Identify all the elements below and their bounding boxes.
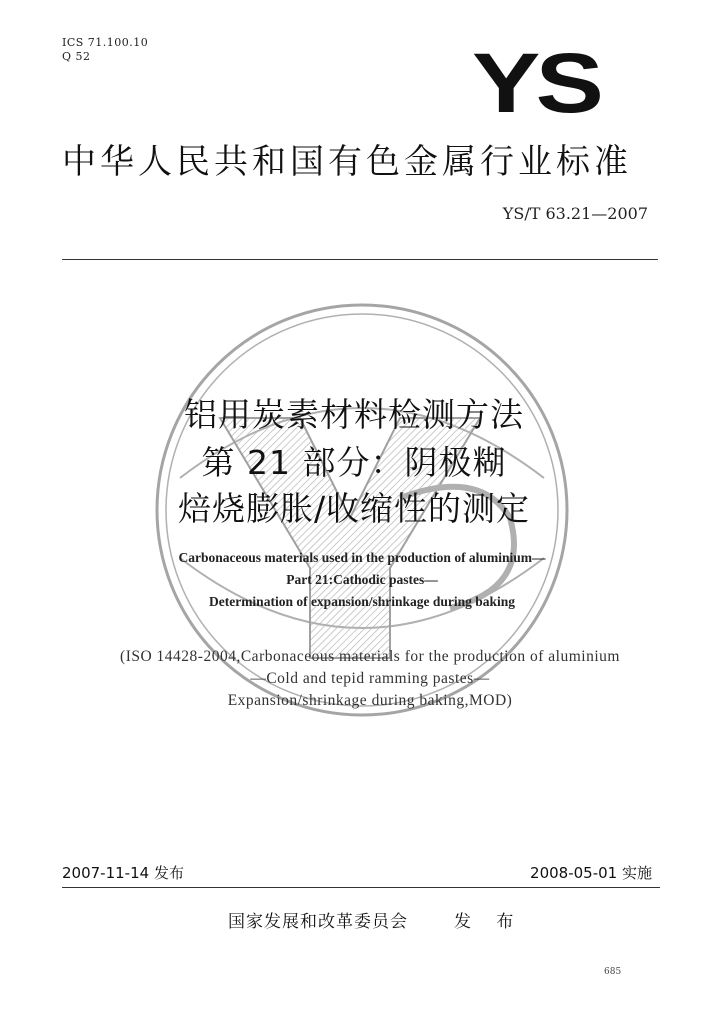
ics-code: ICS 71.100.10 — [62, 36, 149, 49]
issued-label: 发 布 — [454, 912, 524, 932]
organization-title: 中华人民共和国有色金属行业标准 — [62, 142, 632, 182]
title-cn-line2: 第 21 部分：阴极糊 — [201, 443, 507, 482]
ys-logo: YS — [472, 36, 599, 130]
title-en-line1: Carbonaceous materials used in the production of aluminium— — [178, 550, 546, 565]
implement-date: 2008-05-01 实施 — [530, 864, 652, 882]
title-en-line3: Determination of expansion/shrinkage during baking — [208, 594, 516, 609]
publish-date: 2007-11-14 发布 — [62, 864, 184, 882]
title-cn-line1: 铝用炭素材料检测方法 — [184, 395, 524, 434]
standard-number: YS/T 63.21—2007 — [502, 204, 648, 223]
classification-codes — [62, 36, 148, 64]
page-number: 685 — [604, 967, 622, 977]
title-en-line2: Part 21:Cathodic pastes— — [286, 572, 438, 587]
header-divider — [62, 259, 658, 260]
iso-reference-line3: Expansion/shrinkage during baking,MOD) — [227, 692, 513, 709]
footer-divider — [62, 887, 660, 888]
iso-reference-line2: —Cold and tepid ramming pastes— — [250, 670, 490, 687]
title-cn-line3: 焙烧膨胀/收缩性的测定 — [177, 489, 531, 528]
iso-reference-line1: (ISO 14428-2004,Carbonaceous materials for the production of aluminium — [120, 648, 620, 665]
issuing-authority: 国家发展和改革委员会 — [228, 912, 408, 932]
ccs-code: Q 52 — [62, 50, 91, 63]
